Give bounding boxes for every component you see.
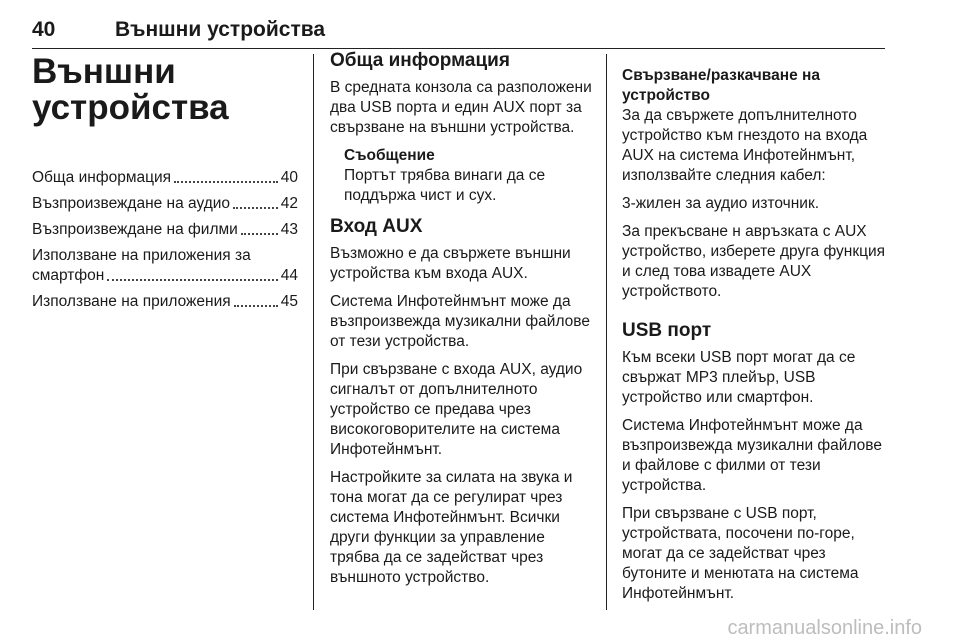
toc-entry-page: 40 — [280, 169, 298, 186]
usb-heading: USB порт — [622, 320, 712, 341]
watermark: carmanualsonline.info — [727, 617, 922, 639]
toc-leader — [241, 233, 278, 235]
paragraph: Система Инфотейнмънт може да възпроизвежда музикални файлове и файлове с филми от тези устройства. — [622, 417, 882, 494]
toc-entry[interactable] — [32, 220, 298, 240]
paragraph: За да свържете допълнителното устройство към гнездото на входа AUX на система Инфотейнмънт, използвайте следния кабел: — [622, 107, 868, 184]
toc-entry[interactable] — [32, 292, 298, 312]
paragraph: Система Инфотейнмънт може да възпроизвежда музикални файлове от тези устройства. — [330, 293, 590, 350]
toc-leader — [233, 207, 278, 209]
column-divider-1 — [313, 54, 314, 610]
column-divider-2 — [606, 54, 607, 610]
toc-leader — [107, 279, 277, 281]
toc-leader — [234, 305, 278, 307]
toc-leader — [174, 181, 278, 183]
paragraph: За прекъсване н авръзката с AUX устройство, изберете друга функция и след това извадете AUX устройството. — [622, 223, 886, 300]
toc-entry[interactable] — [32, 168, 298, 188]
paragraph: Към всеки USB порт могат да се свържат MP3 плейър, USB устройство или смартфон. — [622, 349, 856, 406]
note-text: Портът трябва винаги да се поддържа чист и сух. — [344, 167, 546, 204]
page-header — [32, 14, 885, 49]
connect-heading: Свързване/разкачване на устройство — [622, 67, 821, 104]
paragraph: При свързване с входа AUX, аудио сигналът от допълнителното устройство се предава чрез високоговорителите на система Инфотейнмънт. — [330, 361, 583, 458]
note-box — [344, 146, 592, 206]
toc-entry-text: Възпроизвеждане на аудио — [32, 195, 231, 212]
aux-heading: Вход AUX — [330, 216, 423, 237]
page-number: 40 — [32, 18, 56, 41]
chapter-title — [32, 54, 298, 126]
toc-entry-text: Използване на приложения — [32, 293, 231, 310]
paragraph: Възможно е да свържете външни устройства към входа AUX. — [330, 245, 571, 282]
toc-entry-text: смартфон — [32, 267, 105, 284]
toc-entry-text: Обща информация — [32, 169, 172, 186]
chapter-title-line-1: Външни — [32, 52, 176, 91]
toc-entry-page: 42 — [280, 195, 298, 212]
chapter-title-line-2: устройства — [32, 88, 229, 127]
paragraph: Настройките за силата на звука и тона могат да се регулират чрез система Инфотейнмънт. Всички други функции за управление трябва да се задействат чрез външното устройство. — [330, 469, 573, 586]
toc-entry-text: Използване на приложения за — [32, 247, 251, 264]
toc-entry[interactable] — [32, 246, 298, 286]
toc-entry-continuation — [32, 266, 298, 286]
general-info-column — [330, 50, 592, 596]
toc-entry-page: 43 — [280, 221, 298, 238]
connection-column — [622, 50, 890, 612]
running-title: Външни устройства — [115, 18, 326, 41]
paragraph: При свързване с USB порт, устройствата, посочени по-горе, могат да се задействат чрез бутоните и менютата на система Инфотейнмънт. — [622, 505, 859, 602]
note-heading: Съобщение — [344, 147, 435, 164]
intro-paragraph: В средната конзола са разположени два USB порта и един AUX порт за свързване на външни устройства. — [330, 79, 592, 136]
section-title: Обща информация — [330, 50, 510, 71]
toc-entry-page: 44 — [280, 267, 298, 284]
toc-entry-text: Възпроизвеждане на филми — [32, 221, 238, 238]
table-of-contents — [32, 168, 298, 312]
toc-entry[interactable] — [32, 194, 298, 214]
chapter-column — [32, 50, 298, 318]
paragraph: 3-жилен за аудио източник. — [622, 195, 820, 212]
toc-entry-page: 45 — [280, 293, 298, 310]
